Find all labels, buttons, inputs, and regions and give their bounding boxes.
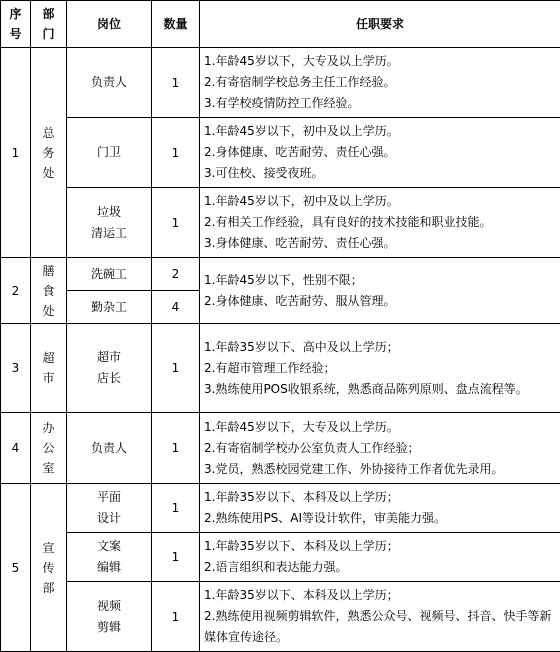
header-dept-char: 门	[31, 24, 66, 44]
dept-char: 传	[31, 558, 66, 578]
dept-char: 食	[31, 281, 66, 301]
count-cell: 1	[152, 582, 200, 652]
requirement-line: 2.语言组织和表达能力强。	[204, 557, 556, 578]
table-row	[1, 188, 560, 258]
requirement-line: 2.有寄宿制学校办公室负责人工作经验；	[204, 438, 556, 459]
requirement-line: 2.身体健康、吃苦耐劳、服从管理。	[204, 291, 556, 312]
position-cell	[67, 582, 152, 652]
dept-cell	[31, 484, 67, 652]
header-requirements: 任职要求	[200, 1, 560, 48]
header-no-char: 号	[1, 24, 30, 44]
requirement-line: 3.可住校、接受夜班。	[204, 163, 556, 184]
row-no: 5	[1, 484, 31, 652]
dept-cell	[31, 413, 67, 484]
table-row	[1, 258, 560, 291]
requirements-cell	[200, 118, 560, 188]
row-no: 3	[1, 324, 31, 413]
row-no: 1	[1, 48, 31, 258]
position-cell	[67, 48, 152, 118]
table-row	[1, 413, 560, 484]
position-label: 清运工	[67, 223, 151, 244]
requirement-line: 3.身体健康、吃苦耐劳、责任心强。	[204, 233, 556, 254]
dept-char: 部	[31, 578, 66, 598]
requirement-line: 1.年龄45岁以下，大专及以上学历。	[204, 417, 556, 438]
position-label: 文案	[67, 536, 151, 557]
requirement-line: 1.年龄45岁以下，性别不限；	[204, 270, 556, 291]
count-cell: 1	[152, 118, 200, 188]
position-label: 设计	[67, 508, 151, 529]
position-label: 负责人	[67, 438, 151, 459]
table-row	[1, 484, 560, 533]
requirement-line: 1.年龄45岁以下，大专及以上学历。	[204, 51, 556, 72]
position-label: 店长	[67, 368, 151, 389]
position-label: 编辑	[67, 557, 151, 578]
table-row	[1, 324, 560, 413]
header-dept-char: 部	[31, 4, 66, 24]
requirement-line: 3.熟练使用POS收银系统，熟悉商品陈列原则、盘点流程等。	[204, 379, 556, 400]
dept-char: 膳	[31, 261, 66, 281]
requirement-line: 2.有寄宿制学校总务主任工作经验。	[204, 72, 556, 93]
count-cell: 1	[152, 188, 200, 258]
position-label: 平面	[67, 487, 151, 508]
requirement-line: 2.身体健康、吃苦耐劳、责任心强。	[204, 142, 556, 163]
header-position: 岗位	[67, 1, 152, 48]
requirement-line: 1.年龄35岁以下、本科及以上学历；	[204, 487, 556, 508]
position-cell	[67, 533, 152, 582]
dept-char: 超	[31, 348, 66, 368]
position-label: 垃圾	[67, 202, 151, 223]
position-cell	[67, 291, 152, 324]
dept-char: 务	[31, 143, 66, 163]
header-dept	[31, 1, 67, 48]
dept-cell	[31, 258, 67, 324]
position-cell	[67, 188, 152, 258]
header-no	[1, 1, 31, 48]
position-label: 洗碗工	[67, 264, 151, 285]
requirement-line: 1.年龄35岁以下、本科及以上学历；	[204, 585, 556, 606]
requirements-cell	[200, 484, 560, 533]
position-cell	[67, 484, 152, 533]
table-row	[1, 48, 560, 118]
requirements-cell	[200, 582, 560, 652]
requirement-line: 3.有学校疫情防控工作经验。	[204, 93, 556, 114]
position-label: 超市	[67, 347, 151, 368]
requirements-cell	[200, 258, 560, 324]
header-row	[1, 1, 560, 48]
dept-char: 公	[31, 438, 66, 458]
count-cell: 2	[152, 258, 200, 291]
requirement-line: 2.有相关工作经验，具有良好的技术技能和职业技能。	[204, 212, 556, 233]
requirement-line: 1.年龄35岁以下、高中及以上学历；	[204, 337, 556, 358]
position-cell	[67, 258, 152, 291]
requirement-line: 1.年龄45岁以下，初中及以上学历。	[204, 191, 556, 212]
count-cell: 1	[152, 533, 200, 582]
dept-char: 市	[31, 368, 66, 388]
requirements-cell	[200, 324, 560, 413]
dept-cell	[31, 324, 67, 413]
count-cell: 1	[152, 484, 200, 533]
header-count: 数量	[152, 1, 200, 48]
position-cell	[67, 413, 152, 484]
dept-char: 处	[31, 301, 66, 321]
dept-char: 办	[31, 418, 66, 438]
count-cell: 4	[152, 291, 200, 324]
requirements-cell	[200, 188, 560, 258]
position-label: 门卫	[67, 142, 151, 163]
count-cell: 1	[152, 48, 200, 118]
requirement-line: 1.年龄35岁以下、本科及以上学历；	[204, 536, 556, 557]
table-row	[1, 533, 560, 582]
requirement-line: 2.有超市管理工作经验；	[204, 358, 556, 379]
dept-cell	[31, 48, 67, 258]
requirement-line: 2.熟练使用视频剪辑软件，熟悉公众号、视频号、抖音、快手等新媒体宣传途径。	[204, 606, 556, 648]
position-cell	[67, 324, 152, 413]
position-label: 负责人	[67, 72, 151, 93]
requirements-cell	[200, 48, 560, 118]
position-label: 勤杂工	[67, 297, 151, 318]
requirement-line: 3.党员，熟悉校园党建工作、外协接待工作者优先录用。	[204, 459, 556, 480]
count-cell: 1	[152, 324, 200, 413]
position-label: 视频	[67, 596, 151, 617]
table-row	[1, 118, 560, 188]
requirement-line: 2.熟练使用PS、AI等设计软件，审美能力强。	[204, 508, 556, 529]
requirements-cell	[200, 413, 560, 484]
table-row	[1, 582, 560, 652]
requirements-cell	[200, 533, 560, 582]
count-cell: 1	[152, 413, 200, 484]
dept-char: 室	[31, 458, 66, 478]
dept-char: 处	[31, 163, 66, 183]
dept-char: 宣	[31, 538, 66, 558]
dept-char: 总	[31, 123, 66, 143]
row-no: 4	[1, 413, 31, 484]
requirement-line: 1.年龄45岁以下，初中及以上学历。	[204, 121, 556, 142]
row-no: 2	[1, 258, 31, 324]
position-label: 剪辑	[67, 617, 151, 638]
position-cell	[67, 118, 152, 188]
header-no-char: 序	[1, 4, 30, 24]
